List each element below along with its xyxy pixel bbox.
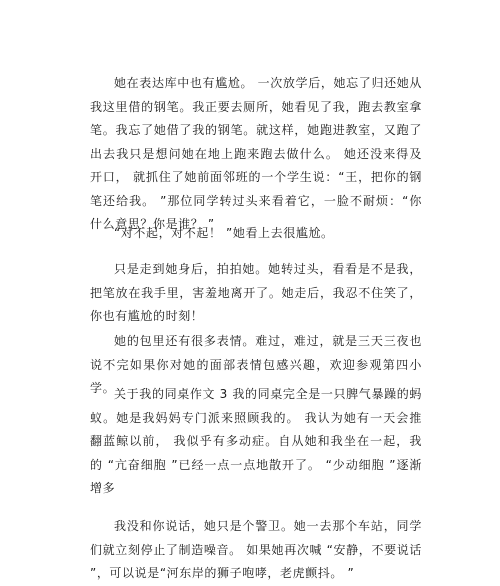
paragraph-3: 只是走到她身后，拍拍她。她转过头，看看是不是我，把笔放在我手里，害羞地离开了。她走后，我忍不住笑了，你也有尴尬的时刻！ — [90, 262, 422, 323]
paragraph-5: 关于我的同桌作文 3 我的同桌完全是一只脾气暴躁的蚂蚁。她是我妈妈专门派来照顾我的。 我认为她有一天会推翻蓝鲸以前， 我似乎有多动症。自从她和我坐在一起，我的 “亢奋细胞 ”已经一点一点地散开了。 “少动细胞 ”逐渐增多 — [90, 387, 422, 495]
paragraph-4: 她的包里还有很多表情。难过，难过，就是三天三夜也说不完如果你对她的面部表情包感兴趣，欢迎参观第四小学。 — [90, 334, 422, 395]
paragraph-1: 她在表达库中也有尴尬。 一次放学后，她忘了归还她从我这里借的钢笔。我正要去厕所，她看见了我，跑去教室拿笔。我忘了她借了我的钢笔。就这样，她跑进教室，又跑了出去我只是想问她在地上跑来跑去做什么。 她还没来得及开口， 就抓住了她前面邻班的一个学生说：“王，把你的钢笔还给我。 ”那位同学转过头来看着它，一脸不耐烦：“你什么意思？你是谁？ ” — [90, 76, 422, 231]
paragraph-2: “对不起，对不起！ ”她看上去很尴尬。 — [114, 226, 334, 240]
paragraph-6: 我没和你说话，她只是个警卫。她一去那个车站，同学们就立刻停止了制造噪音。 如果她再次喊 “安静，不要说话 ”，可以说是“河东岸的狮子咆哮，老虎颤抖。 ” — [90, 519, 422, 580]
